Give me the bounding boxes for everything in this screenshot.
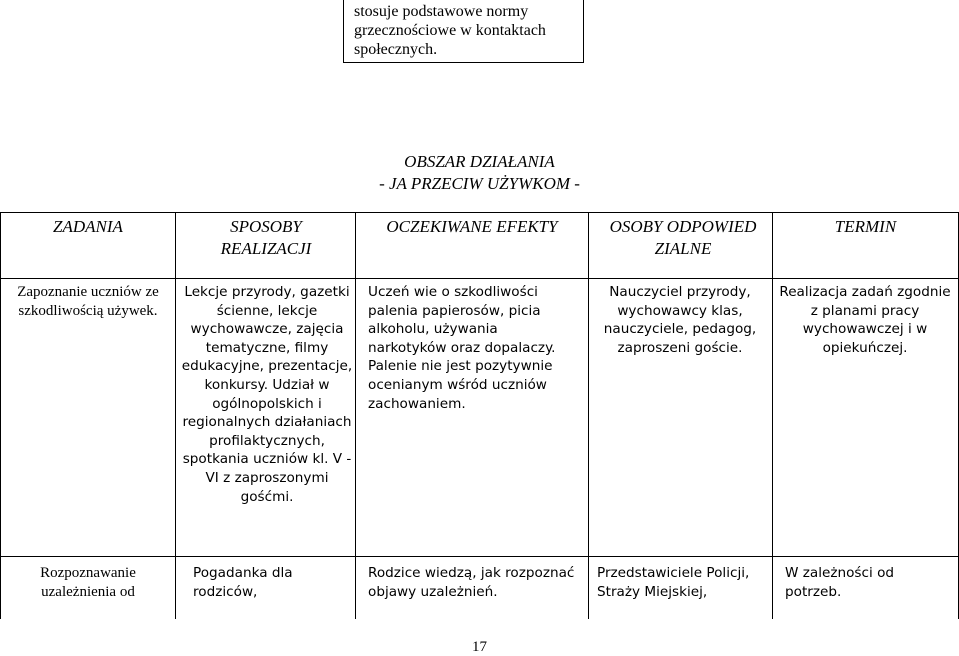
table-col-divider-4	[772, 212, 773, 619]
row2-methods: Pogadanka dla rodziców,	[193, 565, 293, 600]
row1-term: Realizacja zadań zgodnie z planami pracy wychowawczej i w opiekuńczej.	[779, 284, 951, 356]
header-persons: OSOBY ODPOWIEDZIALNE	[609, 217, 757, 258]
row2-persons: Przedstawiciele Policji, Straży Miejskiej,	[597, 565, 750, 600]
table-border-left	[0, 212, 1, 619]
section-subtitle: - JA PRZECIW UŻYWKOM -	[379, 174, 580, 193]
row2-term: W zależności od potrzeb.	[785, 565, 895, 600]
row1-persons: Nauczyciel przyrody, wychowawcy klas, nauczyciele, pedagog, zaproszeni goście.	[603, 284, 757, 356]
table-col-divider-1	[175, 212, 176, 619]
table-row-divider	[0, 556, 959, 557]
previous-table-text: stosuje podstawowe normy grzecznościowe w kontaktach społecznych.	[354, 3, 546, 58]
header-effects: OCZEKIWANE EFEKTY	[386, 217, 558, 236]
table-col-divider-3	[588, 212, 589, 619]
table-col-divider-2	[355, 212, 356, 619]
table-header-divider	[0, 278, 959, 279]
row2-effects: Rodzice wiedzą, jak rozpoznać objawy uzależnień.	[368, 565, 575, 600]
previous-table-cell	[343, 0, 584, 63]
row1-task: Zapoznanie uczniów ze szkodliwością używek.	[17, 284, 159, 319]
row1-effects: Uczeń wie o szkodliwości palenia papierosów, picia alkoholu, używania narkotyków oraz dopalaczy. Palenie nie jest pozytywnie ocenianym wśród uczniów zachowaniem.	[368, 284, 556, 412]
activities-table	[0, 212, 959, 619]
row1-methods: Lekcje przyrody, gazetki ścienne, lekcje wychowawcze, zajęcia tematyczne, filmy edukacyjne, prezentacje, konkursy. Udział w ogólnopolskich i regionalnych działaniach profilaktycznych, spotkania uczniów kl. V -VI z zaproszonymi gośćmi.	[181, 284, 353, 505]
header-methods: SPOSOBY REALIZACJI	[220, 217, 312, 258]
section-title: OBSZAR DZIAŁANIA	[404, 152, 555, 171]
header-tasks: ZADANIA	[53, 217, 123, 236]
header-term: TERMIN	[834, 217, 897, 236]
page-number: 17	[472, 639, 487, 655]
row2-task: Rozpoznawanie uzależnienia od	[40, 565, 136, 600]
table-border-top	[0, 212, 959, 213]
